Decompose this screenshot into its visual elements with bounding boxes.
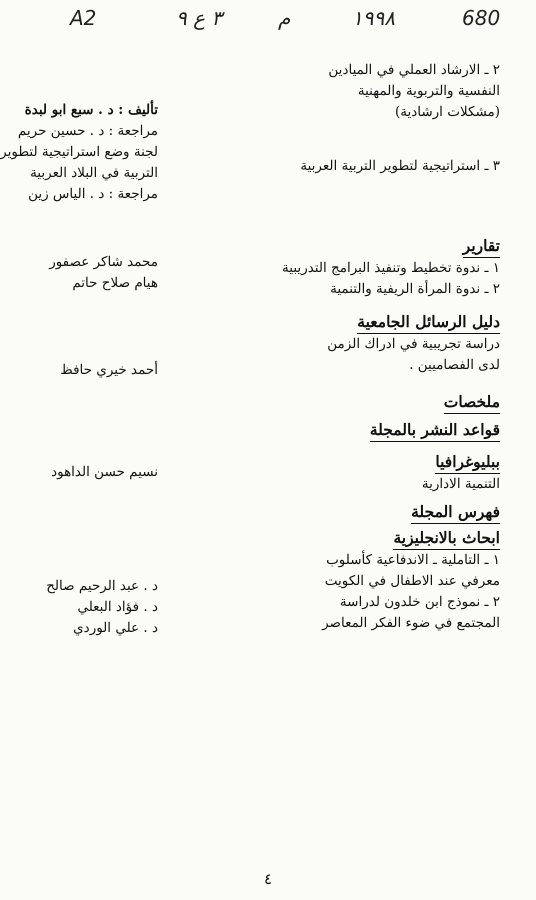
handwritten-m: م (278, 6, 291, 30)
section-heading: ملخصات (444, 392, 500, 414)
title-line: (مشكلات ارشادية) (394, 104, 500, 120)
english-authors (8, 576, 158, 639)
title-line: دراسة تجريبية في ادراك الزمن (327, 336, 500, 352)
author-line: محمد شاكر عصفور (49, 254, 158, 270)
title-line: النفسية والتربوية والمهنية (357, 83, 500, 99)
author-line: تأليف : د . سبع ابو لبدة (24, 102, 158, 118)
handwritten-year: ١٩٩٨ (352, 6, 395, 30)
author-line: د . عبد الرحيم صالح (46, 578, 158, 594)
section-abstracts (232, 392, 500, 414)
title-line: ١ ـ ندوة تخطيط وتنفيذ البرامج التدريبية (282, 260, 500, 276)
title-line: التنمية الادارية (421, 476, 500, 492)
title-line: ٢ ـ ندوة المرأة الريفية والتنمية (330, 281, 500, 297)
title-line: ٢ ـ نموذج ابن خلدون لدراسة (339, 594, 500, 610)
reports-authors (8, 252, 158, 294)
author-line: مراجعة : د . حسين حريم (17, 123, 158, 139)
section-heading: فهرس المجلة (411, 502, 500, 524)
item-strategy (232, 156, 500, 177)
title-line: لدى الفصاميين . (409, 357, 500, 373)
title-line: المجتمع في ضوء الفكر المعاصر (322, 615, 500, 631)
author-line: هيام صلاح حاتم (72, 275, 158, 291)
page-number: ٤ (263, 870, 273, 888)
section-publishing-rules (232, 420, 500, 442)
section-heading: ابحاث بالانجليزية (393, 528, 500, 550)
author-line: د . علي الوردي (73, 620, 158, 636)
section-heading: تقارير (463, 236, 500, 258)
author-line: التربية في البلاد العربية (30, 165, 158, 181)
handwritten-number: 680 (462, 6, 501, 30)
author-line: أحمد خيري حافظ (60, 362, 158, 378)
section-reports (232, 236, 500, 300)
author-line: مراجعة : د . الياس زين (28, 186, 158, 202)
section-index (232, 502, 500, 524)
section-bibliography (232, 452, 500, 495)
title-line: ١ ـ التاملية ـ الاندفاعية كأسلوب (326, 552, 500, 568)
handwritten-a2: A2 (70, 6, 97, 30)
author-line: لجنة وضع استراتيجية لتطوير (0, 144, 158, 160)
title-line: ٢ ـ الارشاد العملي في الميادين (328, 62, 500, 78)
section-heading: دليل الرسائل الجامعية (357, 312, 500, 334)
title-line: معرفي عند الاطفال في الكويت (324, 573, 500, 589)
section-english-research (232, 528, 500, 634)
author-line: نسيم حسن الداهود (51, 464, 158, 480)
section-heading: ببليوغرافيا (435, 452, 500, 474)
item-counseling (232, 60, 500, 123)
authors-block (0, 100, 158, 205)
author-line: د . فؤاد البعلي (77, 599, 158, 615)
thesis-author (8, 360, 158, 381)
handwritten-ref: ٣ ع ٩ (176, 6, 223, 30)
title-line: ٣ ـ استراتيجية لتطوير التربية العربية (300, 158, 500, 174)
section-theses (232, 312, 500, 376)
bibliography-author (8, 462, 158, 483)
section-heading: قواعد النشر بالمجلة (370, 420, 500, 442)
